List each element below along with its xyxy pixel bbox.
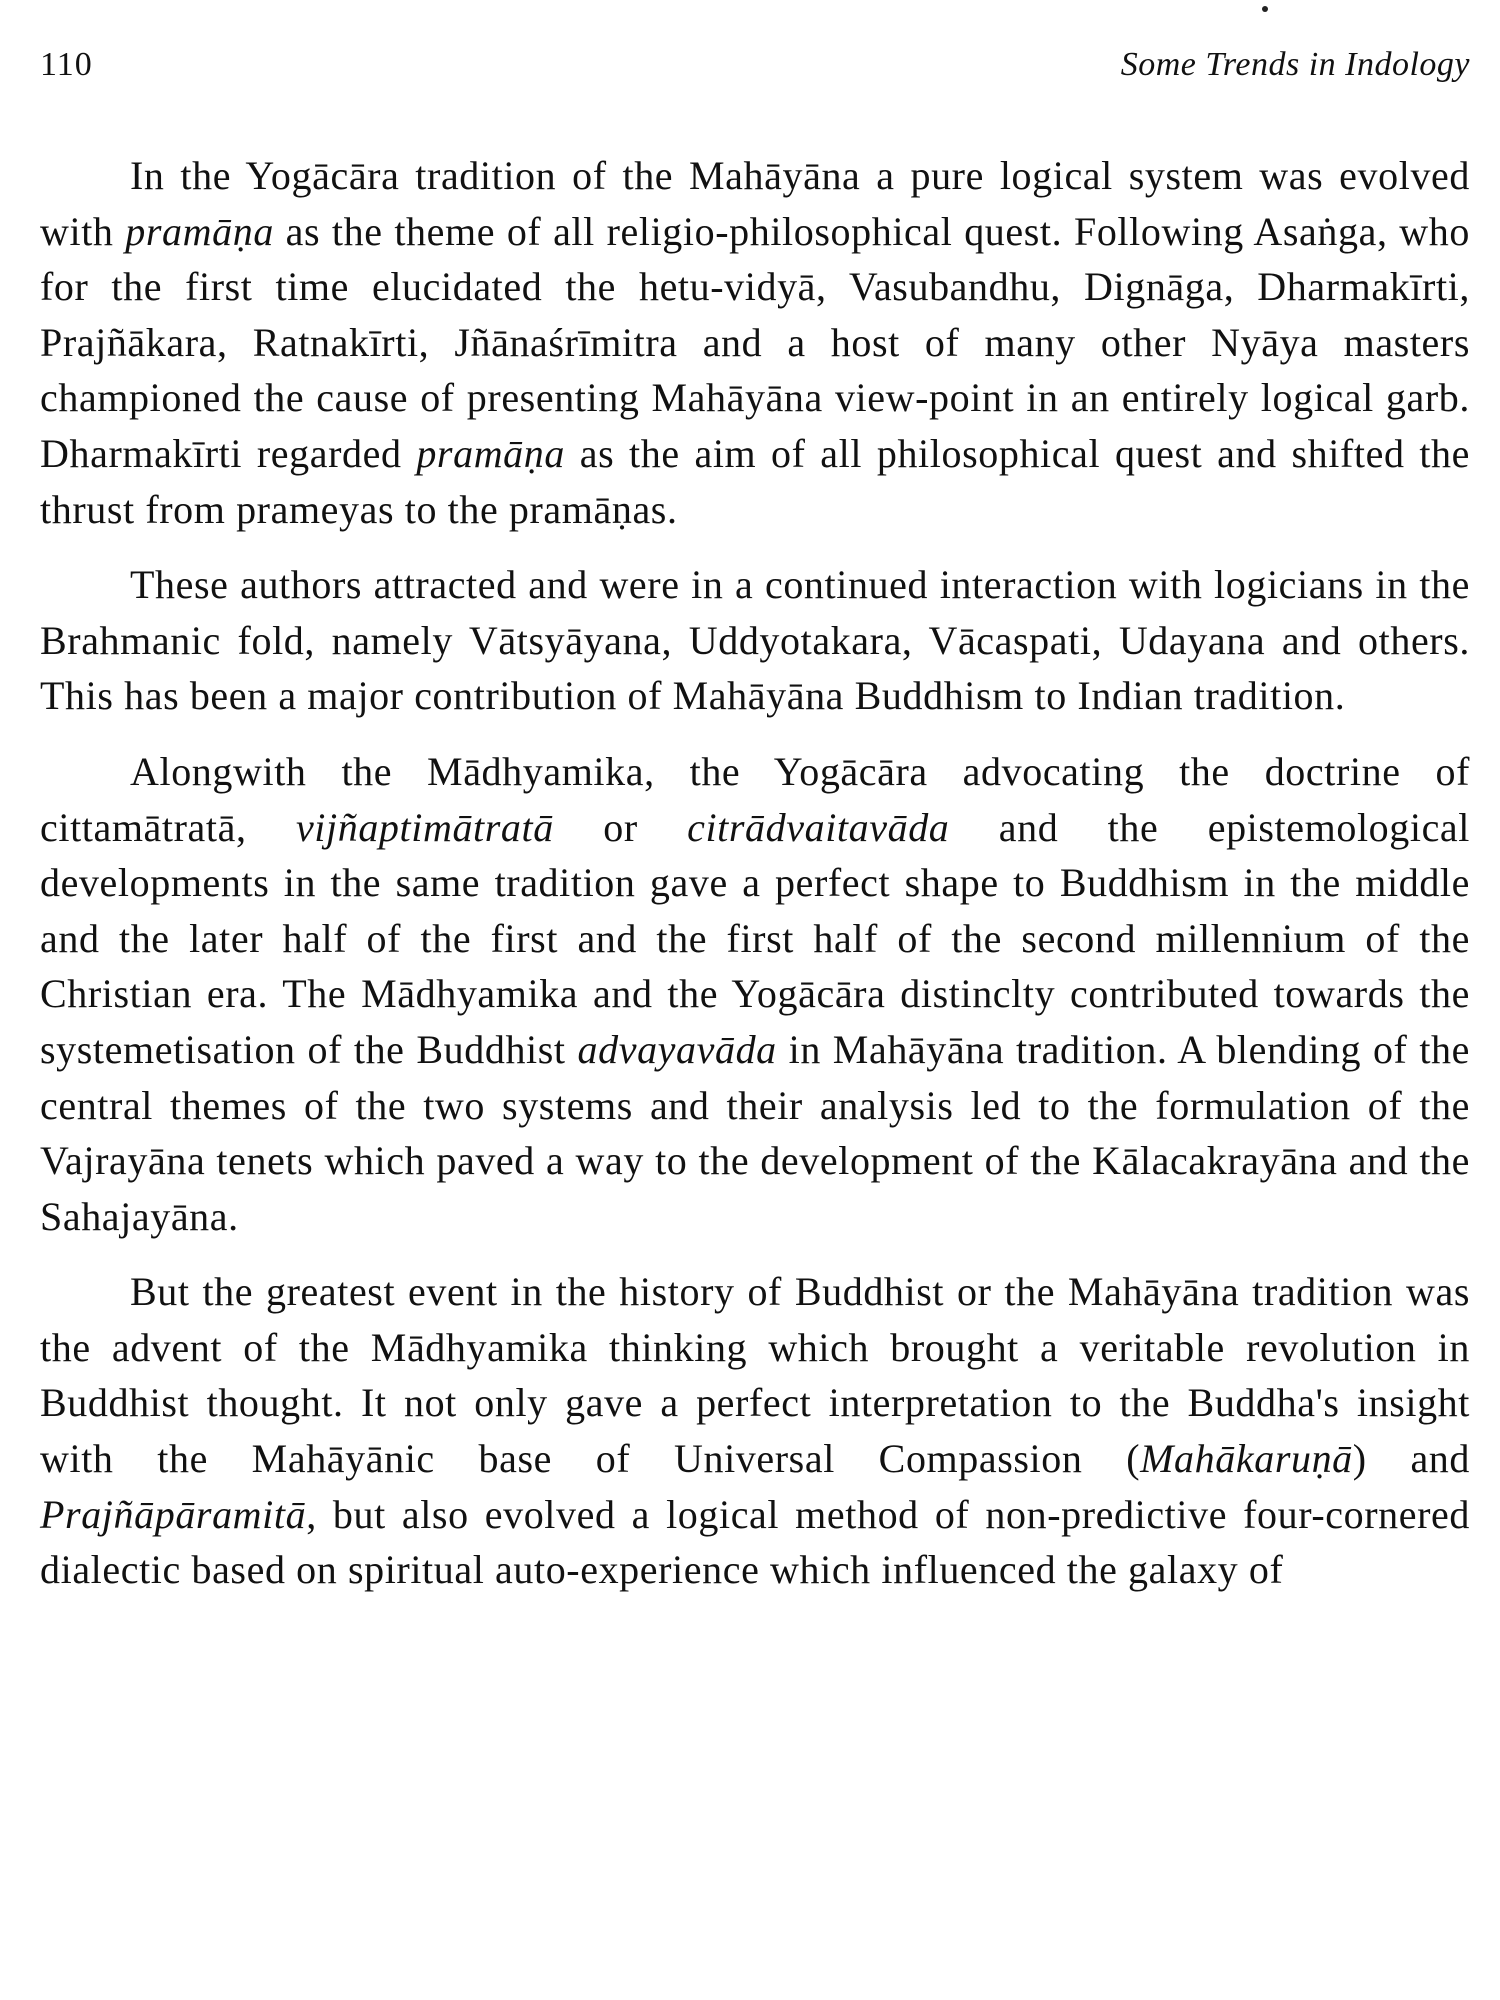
italic-term: pramāṇa	[125, 208, 274, 254]
paragraph	[40, 1264, 1470, 1598]
text-run: Alongwith the Mādhyamika, the Yogācāra advocating the doctrine of cittamātratā,	[40, 748, 1470, 850]
body-text	[40, 148, 1470, 1618]
italic-term: Mahākaruṇā	[1140, 1436, 1353, 1482]
text-run: In the Yogācāra tradition of the Mahāyāna a pure logical system was evolved with	[40, 153, 1470, 254]
text-run: But the greatest event in the history of Buddhist or the Mahāyāna tradition was the advent of the Mādhyamika thinking which brought a veritable revolution in Buddhist thought. It not only gave a perfect interpretation to the Buddha's insight with the Mahāyānic base of Universal Compassion (	[40, 1269, 1470, 1482]
italic-term: vijñaptimātratā	[295, 804, 554, 850]
running-head	[40, 46, 1470, 96]
paragraph	[40, 148, 1470, 537]
text-run: as the theme of all religio-philosophical quest. Following Asaṅga, who for the first time elucidated the hetu-vidyā, Vasubandhu, Dignāga, Dharmakīrti, Prajñākara, Ratnakīrti, Jñānaśrīmitra and a host of many other Nyāya masters championed the cause of presenting Mahāyāna view-point in an entirely logical garb. Dharmakīrti regarded	[40, 208, 1470, 476]
text-run: ) and	[1352, 1436, 1471, 1482]
text-run: and the epistemological developments in the same tradition gave a perfect shape to Buddhism in the middle and the later half of the first and the first half of the second millennium of the Christian era. The Mādhyamika and the Yogācāra distinclty contributed towards the systemetisation of the Buddhist	[40, 804, 1470, 1072]
text-run: or	[553, 804, 688, 850]
italic-term: advayavāda	[577, 1026, 777, 1072]
text-run: , but also evolved a logical method of non-predictive four-cornered dialectic based on spiritual auto-experience which influenced the galaxy of	[40, 1491, 1470, 1593]
running-title: Some Trends in Indology	[1120, 46, 1470, 83]
italic-term: citrādvaitavāda	[687, 804, 950, 850]
italic-term: Prajñāpāramitā	[40, 1491, 307, 1537]
page-number: 110	[40, 46, 93, 83]
scan-speck	[1262, 6, 1268, 12]
text-run: in Mahāyāna tradition. A blending of the central themes of the two systems and their analysis led to the formulation of the Vajrayāna tenets which paved a way to the development of the Kālacakrayāna and the Sahajayāna.	[40, 1026, 1470, 1239]
text-run: as the aim of all philosophical quest and shifted the thrust from prameyas to the pramāṇas.	[40, 430, 1470, 532]
italic-term: pramāṇa	[416, 430, 565, 476]
text-run: These authors attracted and were in a continued interaction with logicians in the Brahmanic fold, namely Vātsyāyana, Uddyotakara, Vācaspati, Udayana and others. This has been a major contribution of Mahāyāna Buddhism to Indian tradition.	[40, 562, 1470, 719]
paragraph	[40, 744, 1470, 1244]
paragraph	[40, 557, 1470, 724]
